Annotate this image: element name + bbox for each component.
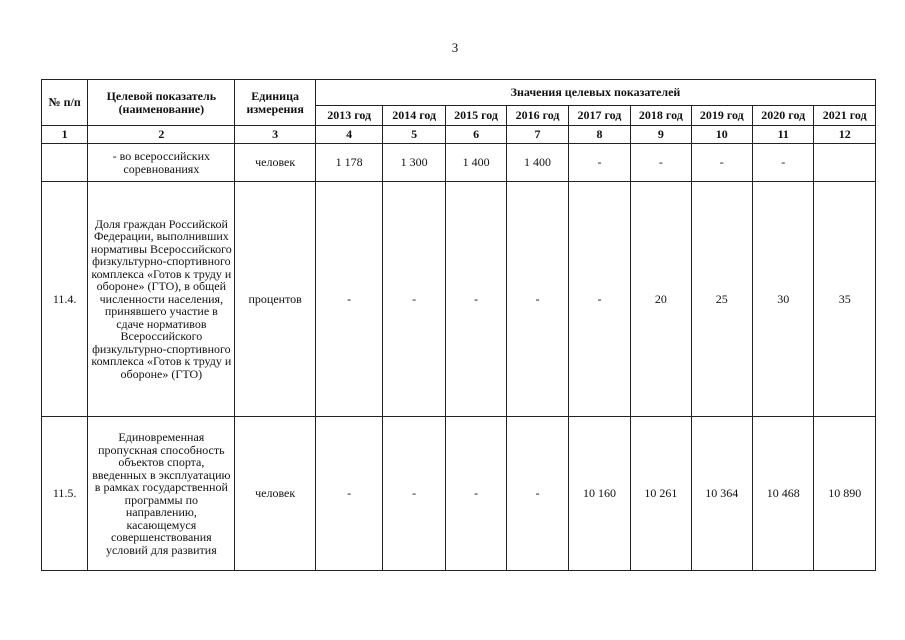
row-value: - <box>507 417 568 571</box>
row-value: 30 <box>753 182 814 417</box>
header-year: 2015 год <box>445 106 506 126</box>
column-number: 9 <box>631 126 691 144</box>
row-value: 1 400 <box>507 144 568 182</box>
row-value: 25 <box>691 182 752 417</box>
row-value: - <box>445 182 506 417</box>
row-value: 1 300 <box>383 144 445 182</box>
header-year: 2017 год <box>568 106 630 126</box>
row-value: 10 160 <box>568 417 630 571</box>
row-value: 10 364 <box>691 417 752 571</box>
row-value: 20 <box>631 182 691 417</box>
row-value: - <box>383 417 445 571</box>
row-number <box>42 144 88 182</box>
header-year: 2014 год <box>383 106 445 126</box>
column-number: 1 <box>42 126 88 144</box>
header-year: 2016 год <box>507 106 568 126</box>
header-num: № п/п <box>42 80 88 126</box>
column-number: 11 <box>753 126 814 144</box>
header-year: 2019 год <box>691 106 752 126</box>
header-unit: Единица измерения <box>235 80 316 126</box>
table-row <box>42 144 876 182</box>
row-value: - <box>631 144 691 182</box>
header-indicator: Целевой показатель (наименование) <box>88 80 235 126</box>
row-value: - <box>568 182 630 417</box>
row-number: 11.4. <box>42 182 88 417</box>
row-value: - <box>568 144 630 182</box>
row-value: 1 400 <box>445 144 506 182</box>
row-value <box>814 144 876 182</box>
row-value: 10 261 <box>631 417 691 571</box>
column-number: 5 <box>383 126 445 144</box>
header-year: 2021 год <box>814 106 876 126</box>
column-number: 12 <box>814 126 876 144</box>
row-unit: человек <box>235 417 316 571</box>
row-value: - <box>315 182 382 417</box>
column-number: 7 <box>507 126 568 144</box>
row-value: - <box>315 417 382 571</box>
page-number: 3 <box>451 40 459 55</box>
row-value: - <box>753 144 814 182</box>
table-row <box>42 182 876 417</box>
header-year: 2018 год <box>631 106 691 126</box>
table-row <box>42 417 876 571</box>
row-value: 10 890 <box>814 417 876 571</box>
row-value: - <box>507 182 568 417</box>
row-indicator: Доля граждан Российской Федерации, выполнивших нормативы Всероссийского физкультурно-спортивного комплекса «Готов к труду и обороне» (ГТО), в общей численности населения, принявшего участие в сдаче нормативов Всероссийского физкультурно-спортивного комплекса «Готов к труду и обороне» (ГТО) <box>88 182 235 417</box>
row-value: - <box>691 144 752 182</box>
row-value: 10 468 <box>753 417 814 571</box>
column-number: 3 <box>235 126 316 144</box>
row-value: 35 <box>814 182 876 417</box>
column-number: 8 <box>568 126 630 144</box>
header-year: 2020 год <box>753 106 814 126</box>
header-values-group: Значения целевых показателей <box>315 80 875 106</box>
row-indicator: - во всероссийских соревнованиях <box>88 144 235 182</box>
column-number: 2 <box>88 126 235 144</box>
row-indicator: Единовременная пропускная способность объектов спорта, введенных в эксплуатацию в рамках государственной программы по направлению, касающемуся совершенствования условий для развития <box>88 417 235 571</box>
row-value: 1 178 <box>315 144 382 182</box>
row-number: 11.5. <box>42 417 88 571</box>
row-unit: человек <box>235 144 316 182</box>
column-number: 6 <box>445 126 506 144</box>
row-value: - <box>445 417 506 571</box>
row-value: - <box>383 182 445 417</box>
column-number-row <box>42 126 876 144</box>
column-number: 4 <box>315 126 382 144</box>
column-number: 10 <box>691 126 752 144</box>
header-year: 2013 год <box>315 106 382 126</box>
target-indicators-table <box>41 79 876 571</box>
row-unit: процентов <box>235 182 316 417</box>
